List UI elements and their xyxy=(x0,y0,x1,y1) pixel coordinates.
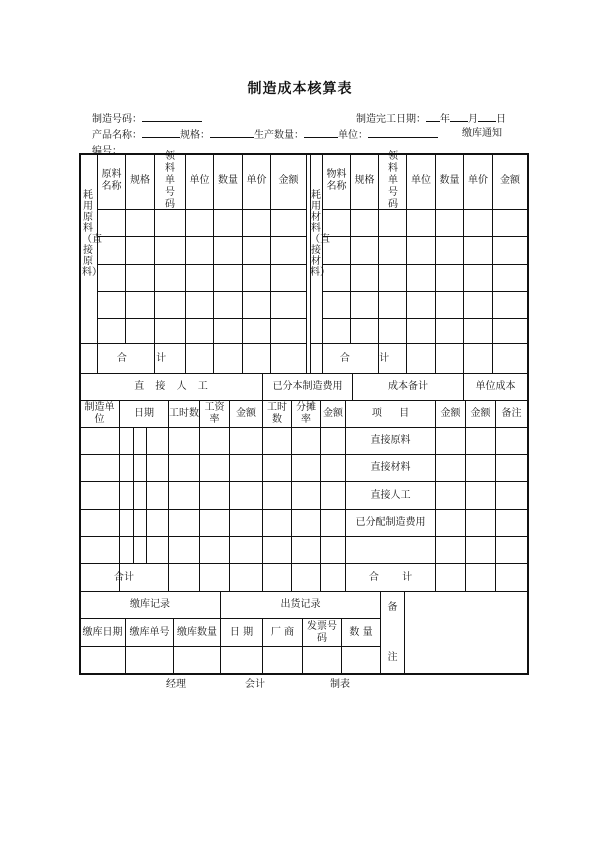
month-label: 月 xyxy=(468,114,478,125)
item-direct-material: 直接材料 xyxy=(370,462,411,473)
l-hdr-slip: 领料单号码 xyxy=(165,151,175,210)
table-right-border xyxy=(527,153,529,674)
item-direct-raw: 直接原料 xyxy=(370,435,411,446)
l-row-3 xyxy=(97,264,306,265)
r-hdr-amount: 金额 xyxy=(500,175,520,186)
mid-divider-a xyxy=(306,153,307,373)
page-title: 制造成本核算表 xyxy=(247,81,353,97)
table-bottom-border xyxy=(79,673,529,675)
footer-accountant: 会计 xyxy=(245,679,265,690)
r-hdr-price: 单价 xyxy=(468,175,488,186)
col-receipt-no: 缴库单号 xyxy=(129,626,170,638)
l-row-4 xyxy=(97,291,306,292)
col-amount: 金额 xyxy=(236,408,256,419)
r-row-1 xyxy=(322,209,527,210)
col-date: 日期 xyxy=(134,408,154,419)
r-total-label: 合 计 xyxy=(339,352,390,364)
col-ship-vendor: 厂 商 xyxy=(270,626,295,638)
number-label: 编号： xyxy=(92,146,122,157)
product-line xyxy=(92,128,438,142)
col-oh-hours: 工时数 xyxy=(267,402,287,425)
col-remark: 备注 xyxy=(501,408,522,419)
month-blank[interactable] xyxy=(450,112,468,122)
r-hdr-spec: 规格 xyxy=(354,175,375,186)
l-row-5 xyxy=(97,318,306,319)
col-rate: 工资率 xyxy=(204,402,225,425)
l-hdr-unit: 单位 xyxy=(189,175,210,186)
l-col-2 xyxy=(154,153,155,373)
sec2-r-row4 xyxy=(345,536,527,537)
receipt-label: 缴库通知 xyxy=(462,128,502,139)
col-unit-amount: 金额 xyxy=(470,408,491,419)
cost-total-label: 合 计 xyxy=(368,571,413,583)
sec2-v-ohhours xyxy=(262,400,263,591)
col-oh-amount: 金额 xyxy=(323,408,343,419)
qty-label: 生产数量： xyxy=(254,130,304,141)
sec2-v-ohrate xyxy=(291,400,292,591)
year-label: 年 xyxy=(440,114,450,125)
qty-blank[interactable] xyxy=(304,128,338,138)
sec2-v-costamt xyxy=(435,400,436,591)
sec2-v-rate xyxy=(199,400,200,591)
r-row-4 xyxy=(322,291,527,292)
day-blank[interactable] xyxy=(478,112,496,122)
year-blank[interactable] xyxy=(426,112,440,122)
l-hdr-amount: 金额 xyxy=(278,175,299,186)
l-hdr-price: 单价 xyxy=(246,175,267,186)
l-row-1 xyxy=(97,209,306,210)
col-item: 项 目 xyxy=(371,408,410,419)
l-row-2 xyxy=(97,236,306,237)
day-label: 日 xyxy=(496,114,506,125)
r-hdr-unit: 单位 xyxy=(411,175,431,186)
col-order-unit: 制造单位 xyxy=(84,402,115,425)
cost-note-header: 成本备计 xyxy=(388,381,428,392)
receipt-header: 缴库记录 xyxy=(130,599,170,610)
sec2-v-hours xyxy=(168,400,169,591)
col-oh-rate: 分摊率 xyxy=(296,402,316,425)
unit-cost-header: 单位成本 xyxy=(475,381,516,392)
overhead-header: 已分本制造费用 xyxy=(272,381,343,392)
l-total-label: 合 计 xyxy=(116,352,167,364)
spec-label: 规格： xyxy=(180,130,210,141)
item-direct-labor: 直接人工 xyxy=(370,489,411,501)
sec2-v-date-split2 xyxy=(146,427,147,563)
shipment-header: 出货记录 xyxy=(280,599,321,610)
footer-preparer: 制表 xyxy=(330,679,350,690)
order-no-blank[interactable] xyxy=(142,112,202,122)
finish-date-field xyxy=(356,112,506,126)
labor-total-label: 合计 xyxy=(114,571,134,583)
l-hdr-spec: 规格 xyxy=(130,175,150,186)
l-hdr-name: 原料名称 xyxy=(101,169,122,192)
sec2-v-ohamount xyxy=(320,400,321,591)
sec2-v-date-split xyxy=(133,427,134,563)
order-no-field xyxy=(92,112,202,126)
unit-blank[interactable] xyxy=(368,128,438,138)
product-label: 产品名称： xyxy=(92,130,142,141)
sec3-v-remark-r xyxy=(404,591,405,673)
r-hdr-name: 物料名称 xyxy=(326,169,347,192)
sec2-v-unitamt xyxy=(465,400,466,591)
col-receipt-date: 缴库日期 xyxy=(82,626,123,638)
col-receipt-qty: 缴库数量 xyxy=(177,626,217,638)
footer-manager: 经理 xyxy=(166,679,186,690)
remark-bottom: 注 xyxy=(387,652,398,663)
spec-blank[interactable] xyxy=(210,128,254,138)
col-invoice-no: 发票号码 xyxy=(307,620,337,644)
col-ship-date: 日 期 xyxy=(229,626,254,638)
r-row-3 xyxy=(322,264,527,265)
sec2-v-amount xyxy=(229,400,230,591)
r-hdr-slip: 领料单号码 xyxy=(388,151,398,210)
item-overhead: 已分配制造费用 xyxy=(355,517,426,528)
order-no-label: 制造号码： xyxy=(92,114,142,125)
finish-date-label: 制造完工日期： xyxy=(356,114,426,125)
r-row-5 xyxy=(322,318,527,319)
sec2-v-unit xyxy=(119,400,120,591)
r-row-2 xyxy=(322,236,527,237)
labor-header: 直 接 人 工 xyxy=(134,381,208,392)
unit-label: 单位： xyxy=(338,130,368,141)
right-side-label: 耗用材料（直接材料） xyxy=(310,190,330,278)
col-cost-amount: 金额 xyxy=(440,408,461,419)
remark-top: 备 xyxy=(387,602,398,613)
col-hours: 工时数 xyxy=(169,408,199,419)
l-hdr-qty: 数量 xyxy=(218,175,238,186)
product-blank[interactable] xyxy=(142,128,180,138)
r-col-2 xyxy=(378,153,379,373)
sec2-v-remark xyxy=(495,400,496,591)
r-hdr-qty: 数量 xyxy=(439,175,460,186)
left-side-label: 耗用原料（直接原料） xyxy=(82,190,102,278)
col-ship-qty: 数 量 xyxy=(349,626,373,638)
